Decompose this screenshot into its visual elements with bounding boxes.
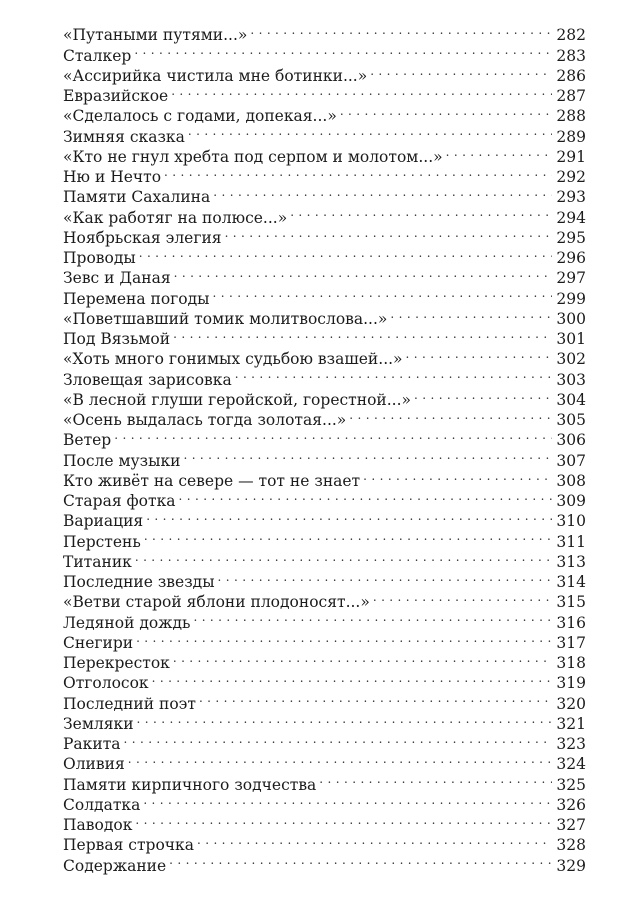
toc-entry — [63, 567, 586, 591]
toc-entry-title: Старая фотка — [63, 492, 176, 510]
table-of-contents — [63, 20, 586, 875]
toc-entry-page-number: 303 — [556, 370, 586, 389]
dot-leader — [370, 61, 552, 81]
dot-leader — [169, 850, 552, 870]
toc-entry-page-number: 314 — [556, 573, 586, 591]
toc-entry-page-number: 294 — [556, 208, 586, 227]
toc-entry-title: «Хоть много гонимых судьбою взашей...» — [63, 350, 403, 369]
dot-leader — [225, 223, 553, 243]
toc-entry-title: Снегири — [63, 633, 134, 652]
toc-entry-title: Ракита — [63, 735, 121, 753]
dot-leader — [174, 263, 553, 283]
dot-leader — [349, 405, 552, 425]
toc-entry — [63, 769, 586, 794]
toc-entry-title: Титаник — [63, 552, 132, 571]
toc-entry — [63, 628, 586, 652]
toc-entry-page-number: 302 — [556, 350, 586, 369]
dot-leader — [193, 607, 552, 627]
toc-entry-page-number: 324 — [556, 755, 586, 774]
toc-entry-title: Перемена погоды — [63, 289, 210, 308]
toc-entry-page-number: 287 — [556, 87, 586, 105]
dot-leader — [340, 101, 553, 121]
toc-entry-title: После музыки — [63, 451, 181, 470]
dot-leader — [290, 202, 552, 222]
toc-entry — [63, 445, 586, 470]
toc-entry-title: «Ветви старой яблони плодоносят...» — [63, 593, 370, 612]
toc-entry-title: Зевс и Даная — [63, 269, 171, 288]
toc-entry-title: Земляки — [63, 714, 134, 733]
toc-entry-title: Евразийское — [63, 87, 169, 105]
dot-leader — [114, 425, 552, 445]
toc-entry — [63, 547, 586, 571]
toc-entry-page-number: 293 — [556, 188, 586, 207]
toc-entry-page-number: 308 — [556, 471, 586, 490]
toc-entry-title: Памяти Сахалина — [63, 188, 211, 207]
toc-entry — [63, 709, 586, 733]
toc-entry-title: Зловещая зарисовка — [63, 370, 232, 389]
toc-entry-title: Зимняя сказка — [63, 127, 185, 146]
toc-entry-page-number: 306 — [556, 431, 586, 450]
toc-entry-title: Под Вязьмой — [63, 330, 171, 348]
toc-entry — [63, 648, 586, 672]
toc-entry-title: Перекресток — [63, 654, 170, 672]
dot-leader — [173, 324, 552, 344]
dot-leader — [135, 810, 552, 830]
toc-entry-title: Сталкер — [63, 46, 132, 65]
toc-entry-page-number: 321 — [556, 714, 586, 733]
dot-leader — [139, 243, 553, 263]
dot-leader — [152, 668, 553, 688]
dot-leader — [406, 344, 553, 364]
toc-entry-title: Последний поэт — [63, 694, 196, 713]
toc-entry-page-number: 289 — [556, 127, 586, 146]
toc-entry-page-number: 320 — [556, 694, 586, 713]
toc-entry-title: Кто живёт на севере — тот не знает — [63, 471, 361, 490]
toc-entry-title: Памяти кирпичного зодчества — [63, 775, 317, 794]
dot-leader — [137, 709, 553, 729]
toc-entry-title: Ветер — [63, 431, 112, 450]
toc-entry — [63, 830, 586, 855]
dot-leader — [319, 769, 552, 789]
toc-entry-title: «Осень выдалась тогда золотая...» — [63, 411, 347, 429]
toc-entry-title: Ледяной дождь — [63, 613, 191, 632]
toc-entry — [63, 810, 586, 834]
toc-entry-page-number: 307 — [556, 451, 586, 470]
dot-leader — [144, 526, 553, 546]
dot-leader — [173, 648, 553, 668]
dot-leader — [414, 385, 552, 405]
toc-entry-title: Отголосок — [63, 674, 149, 693]
dot-leader — [390, 304, 552, 324]
toc-entry — [63, 40, 586, 65]
dot-leader — [213, 283, 553, 303]
toc-entry-title: Перстень — [63, 532, 141, 551]
toc-entry-title: «Как работяг на полюсе...» — [63, 208, 288, 227]
dot-leader — [143, 790, 552, 810]
toc-entry — [63, 425, 586, 450]
dot-leader — [199, 688, 552, 708]
dot-leader — [218, 567, 553, 587]
toc-entry — [63, 749, 586, 774]
toc-entry-page-number: 325 — [556, 775, 586, 794]
toc-entry-page-number: 329 — [556, 856, 586, 875]
dot-leader — [213, 182, 552, 202]
toc-entry-title: «Кто не гнул хребта под серпом и молотом...» — [63, 147, 443, 166]
toc-entry-page-number: 300 — [556, 309, 586, 328]
toc-entry — [63, 20, 586, 45]
toc-entry-page-number: 296 — [556, 249, 586, 267]
toc-entry-title: «Ассирийка чистила мне ботинки...» — [63, 66, 368, 85]
toc-entry-page-number: 301 — [556, 330, 586, 348]
toc-entry-page-number: 323 — [556, 735, 586, 753]
dot-leader — [136, 628, 552, 648]
dot-leader — [188, 121, 553, 141]
toc-entry-page-number: 318 — [556, 654, 586, 672]
toc-entry-page-number: 315 — [556, 593, 586, 612]
toc-entry-title: Содержание — [63, 856, 167, 875]
toc-entry-page-number: 326 — [556, 795, 586, 814]
toc-entry-page-number: 291 — [556, 147, 586, 166]
toc-entry-page-number: 313 — [556, 552, 586, 571]
toc-entry-title: Ню и Нечто — [63, 168, 162, 186]
toc-entry-title: Оливия — [63, 755, 125, 774]
toc-entry-page-number: 292 — [556, 168, 586, 186]
toc-entry-title: «В лесной глуши геройской, горестной...» — [63, 390, 412, 409]
dot-leader — [128, 749, 553, 769]
toc-entry-page-number: 304 — [556, 390, 586, 409]
toc-entry-title: Последние звезды — [63, 573, 215, 591]
dot-leader — [373, 587, 553, 607]
dot-leader — [250, 20, 552, 40]
dot-leader — [183, 445, 552, 465]
dot-leader — [134, 40, 552, 60]
toc-entry-title: «Поветшавший томик молитвослова...» — [63, 309, 388, 328]
toc-entry-page-number: 316 — [556, 613, 586, 632]
toc-entry-page-number: 288 — [556, 107, 586, 126]
toc-entry-page-number: 297 — [556, 269, 586, 288]
dot-leader — [135, 547, 553, 567]
toc-entry-title: Солдатка — [63, 795, 141, 814]
dot-leader — [197, 830, 552, 850]
dot-leader — [363, 466, 552, 486]
toc-entry-title: Вариация — [63, 512, 144, 531]
toc-entry-page-number: 295 — [556, 228, 586, 247]
dot-leader — [235, 364, 553, 384]
toc-entry-page-number: 328 — [556, 836, 586, 855]
dot-leader — [171, 81, 552, 101]
toc-entry-page-number: 305 — [556, 411, 586, 429]
dot-leader — [179, 486, 553, 506]
dot-leader — [124, 729, 553, 749]
toc-entry-title: Проводы — [63, 249, 136, 267]
toc-entry-page-number: 309 — [556, 492, 586, 510]
toc-entry-page-number: 319 — [556, 674, 586, 693]
toc-entry — [63, 61, 586, 85]
toc-entry-title: «Сделалось с годами, допекая...» — [63, 107, 337, 126]
dot-leader — [146, 506, 552, 526]
toc-entry — [63, 243, 586, 267]
dot-leader — [164, 162, 552, 182]
dot-leader — [446, 142, 553, 162]
toc-entry-page-number: 311 — [556, 532, 586, 551]
toc-entry — [63, 263, 586, 288]
toc-entry-page-number: 317 — [556, 633, 586, 652]
toc-entry-page-number: 283 — [556, 46, 586, 65]
toc-entry-page-number: 282 — [556, 26, 586, 45]
toc-entry — [63, 729, 586, 753]
toc-entry-title: Ноябрьская элегия — [63, 228, 222, 247]
toc-entry-title: Первая строчка — [63, 836, 194, 855]
toc-entry-title: «Путаными путями...» — [63, 26, 248, 45]
toc-entry-page-number: 310 — [556, 512, 586, 531]
toc-entry-page-number: 299 — [556, 289, 586, 308]
toc-entry-page-number: 327 — [556, 816, 586, 834]
toc-entry-title: Паводок — [63, 816, 133, 834]
toc-entry-page-number: 286 — [556, 66, 586, 85]
